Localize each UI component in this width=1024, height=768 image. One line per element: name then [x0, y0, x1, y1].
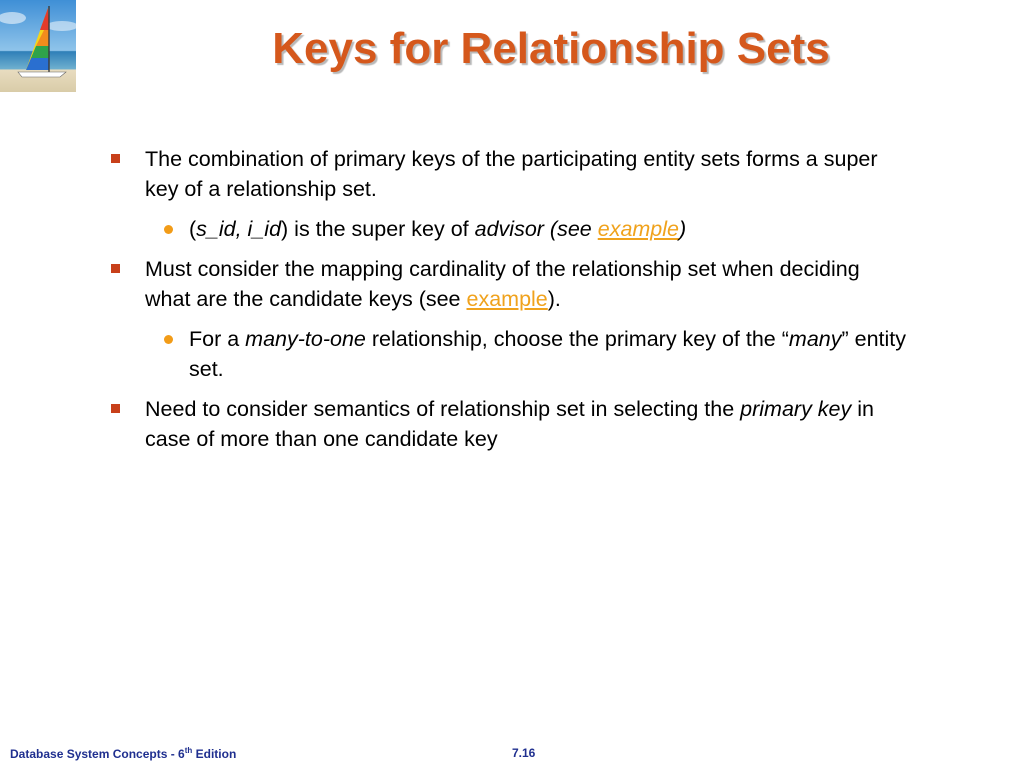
sub-bullet-item	[145, 214, 908, 244]
square-bullet-icon	[111, 404, 120, 413]
sub-bullet-paren-close: )	[281, 217, 289, 241]
bullet-list	[108, 144, 908, 464]
sub-bullet-em-many: many	[788, 327, 842, 351]
example-link[interactable]: example	[466, 287, 548, 311]
footer-edition: Edition	[192, 747, 237, 761]
bullet-item	[108, 144, 908, 244]
footer-book-title	[10, 746, 236, 761]
sub-bullet-paren-open: (	[189, 217, 197, 241]
sub-bullet-end: ” entity set.	[189, 327, 907, 381]
sub-bullet-pre: For a	[189, 327, 246, 351]
footer-book: Database System Concepts - 6	[10, 747, 185, 761]
sub-bullet-keys: s_id, i_id	[196, 217, 282, 241]
bullet-text: The combination of primary keys of the participating entity sets forms a super key of a relationship set.	[145, 147, 878, 201]
round-bullet-icon	[164, 335, 173, 344]
sub-bullet-text: relationship, choose the primary key of the “	[365, 327, 789, 351]
sub-bullet-item	[145, 324, 908, 384]
slide-title: Keys for Relationship Sets	[272, 24, 830, 73]
square-bullet-icon	[111, 154, 120, 163]
footer-sup: th	[184, 746, 193, 755]
sub-bullet-advisor: advisor (see	[474, 217, 598, 241]
example-link[interactable]: example	[597, 217, 679, 241]
bullet-text: Must consider the mapping cardinality of the relationship set when deciding what are the candidate keys (see	[145, 257, 860, 311]
bullet-end: in case of more than one candidate key	[145, 397, 874, 451]
bullet-end: ).	[547, 287, 561, 311]
sub-bullet-em-many-to-one: many-to-one	[245, 327, 366, 351]
round-bullet-icon	[164, 225, 173, 234]
sub-bullet-end: )	[679, 217, 687, 241]
bullet-item	[108, 254, 908, 384]
bullet-text: Need to consider semantics of relationship set in selecting the	[145, 397, 741, 421]
bullet-em-primary-key: primary key	[740, 397, 852, 421]
sub-bullet-list	[145, 324, 908, 384]
page-number: 7.16	[512, 746, 536, 760]
bullet-item	[108, 394, 908, 454]
sub-bullet-list	[145, 214, 908, 244]
square-bullet-icon	[111, 264, 120, 273]
sub-bullet-text: is the super key of	[288, 217, 475, 241]
